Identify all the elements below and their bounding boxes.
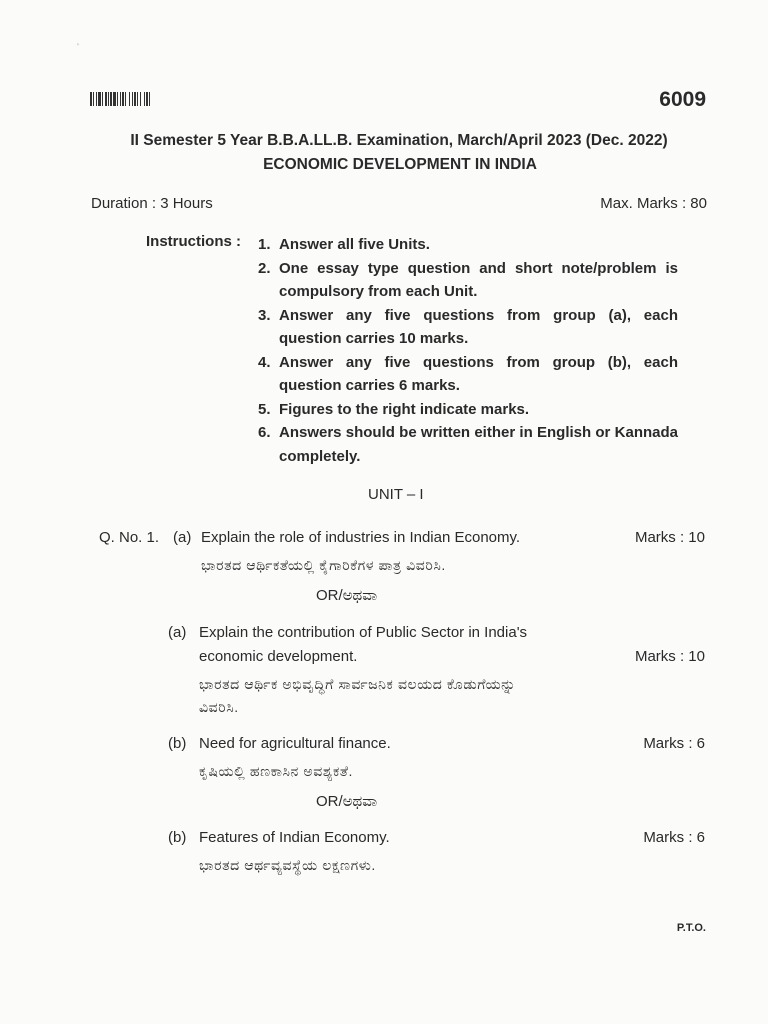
paper-code: 6009 xyxy=(659,88,706,111)
instruction-item xyxy=(258,304,678,351)
question-text-kannada: ವಿವರಿಸಿ. xyxy=(199,699,239,715)
question-part-label: (a) xyxy=(173,529,192,546)
question-part-label: (b) xyxy=(168,829,187,846)
question-text: Explain the contribution of Public Sector in India's xyxy=(199,624,528,641)
question-part-label: (b) xyxy=(168,735,187,752)
question-part-label: (a) xyxy=(168,624,187,641)
instruction-text: Answer any five questions from group (a), each question carries 10 marks. xyxy=(279,306,678,347)
instruction-number: 3. xyxy=(258,306,271,324)
instruction-item xyxy=(258,421,678,468)
question-marks: Marks : 6 xyxy=(643,829,705,846)
instruction-text: Answer any five questions from group (b), each question carries 6 marks. xyxy=(279,353,678,394)
or-separator: OR/ಅಥವಾ xyxy=(316,587,378,604)
question-text: economic development. xyxy=(199,648,358,665)
question-text-kannada: ಭಾರತದ ಆರ್ಥಿಕತೆಯಲ್ಲಿ ಕೈಗಾರಿಕೆಗಳ ಪಾತ್ರ ವಿವರಿಸಿ. xyxy=(201,557,446,573)
question-text: Need for agricultural finance. xyxy=(199,735,391,752)
instruction-text: One essay type question and short note/problem is compulsory from each Unit. xyxy=(279,259,678,300)
question-marks: Marks : 6 xyxy=(643,735,705,752)
instruction-text: Figures to the right indicate marks. xyxy=(279,400,530,418)
question-text: Features of Indian Economy. xyxy=(199,829,390,846)
question-text-kannada: ಕೃಷಿಯಲ್ಲಿ ಹಣಕಾಸಿನ ಅವಶ್ಯಕತೆ. xyxy=(199,763,353,779)
pto-label: P.T.O. xyxy=(676,922,706,934)
instruction-item xyxy=(258,257,678,304)
faint-corner-mark: ◔ xyxy=(74,40,81,51)
instruction-number: 2. xyxy=(258,259,271,277)
instruction-item xyxy=(258,351,678,398)
instructions-list xyxy=(258,233,678,468)
unit-heading: UNIT – I xyxy=(368,486,424,503)
instruction-number: 4. xyxy=(258,353,271,371)
max-marks: Max. Marks : 80 xyxy=(600,195,707,212)
question-marks: Marks : 10 xyxy=(634,529,705,546)
question-marks: Marks : 10 xyxy=(634,648,705,665)
subject-title: ECONOMIC DEVELOPMENT IN INDIA xyxy=(263,156,537,173)
instruction-number: 1. xyxy=(258,236,271,253)
instructions-label: Instructions : xyxy=(146,233,242,250)
question-number: Q. No. 1. xyxy=(99,529,160,546)
question-text: Explain the role of industries in Indian Economy. xyxy=(201,529,521,546)
instruction-item xyxy=(258,398,678,422)
instruction-number: 5. xyxy=(258,400,271,418)
question-text-kannada: ಭಾರತದ ಆರ್ಥವ್ಯವಸ್ಥೆಯ ಲಕ್ಷಣಗಳು. xyxy=(199,857,376,873)
exam-title: II Semester 5 Year B.B.A.LL.B. Examination, March/April 2023 (Dec. 2022) xyxy=(130,132,668,149)
instruction-number: 6. xyxy=(258,424,271,441)
instruction-text: Answers should be written either in English or Kannada completely. xyxy=(279,424,678,465)
instruction-item xyxy=(258,233,678,257)
or-separator: OR/ಅಥವಾ xyxy=(316,793,378,810)
question-text-kannada: ಭಾರತದ ಆರ್ಥಿಕ ಅಭಿವೃದ್ಧಿಗೆ ಸಾರ್ವಜನಿಕ ವಲಯದ ಕೊಡುಗೆಯನ್ನು xyxy=(199,676,516,692)
barcode-icon xyxy=(90,92,176,106)
duration: Duration : 3 Hours xyxy=(91,195,213,212)
instruction-text: Answer all five Units. xyxy=(279,236,430,253)
